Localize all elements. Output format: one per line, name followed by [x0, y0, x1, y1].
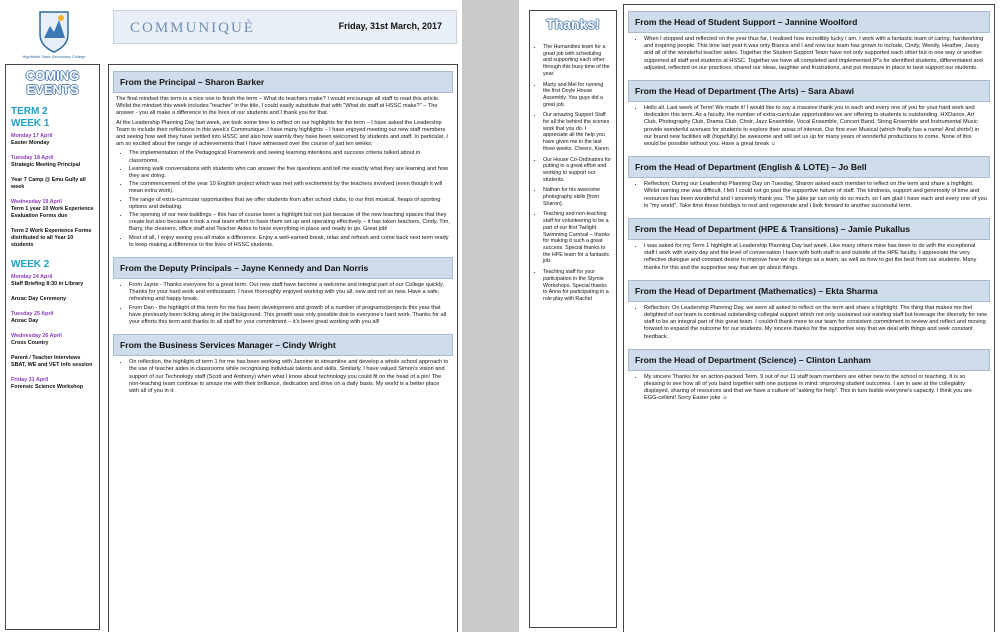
- event-item: [11, 199, 94, 220]
- principal-paragraph: The final mindset this term is a nice one to finish the term – What do teachers make? I would encourage all staff to read this article. Whilst the mindset this week includes "teacher" in the title, I could easily substitute that with "What do staff at HSSC make?" – The answer - you all make a difference to the lives of our students and I thank you for that.: [116, 96, 440, 117]
- business-body: [113, 359, 453, 395]
- principal-paragraph: At the Leadership Planning Day last week, we took some time to reflect on our highlights for the term – I have asked the Leadership Team to include their reflections in this week's Communique. I have many highlights – I have enjoyed meeting our new staff members and seeing how well they have settled into HSSC and also how warmly they have been welcomed by students and staff. In particular, I am so excited about the range of achievements that I have witnessed over the course of just ten weeks:: [116, 119, 448, 148]
- thanks-heading: Thanks!: [546, 16, 600, 32]
- issue-date: Friday, 31st March, 2017: [338, 21, 442, 31]
- main-column-left: [108, 64, 458, 632]
- event-desc: Easter Monday: [11, 140, 50, 146]
- business-heading: From the Business Services Manager – Cindy Wright: [113, 334, 453, 356]
- list-item: • Marty and Mel for running the first Doyle House Assembly. You guys did a great job.: [543, 82, 611, 109]
- main-column-right: [623, 4, 995, 632]
- list-item: • Nathan for his awesome photography skills [from Sharon].: [543, 187, 611, 207]
- event-date: Monday 24 April: [11, 274, 53, 280]
- event-desc: Strategic Meeting Principal: [11, 162, 81, 168]
- school-logo: [34, 8, 74, 54]
- event-date: Monday 17 April: [11, 133, 53, 139]
- english-heading: From the Head of Department (English & LOTE) – Jo Bell: [628, 156, 990, 178]
- list-item: • Most of all, I enjoy seeing you all make a difference. Enjoy a well-earned break, relax and refresh and come back next term ready to keep making a difference to the lives of HSSC students.: [129, 235, 450, 249]
- list-item: • I was asked for my Term 1 highlight at Leadership Planning Day last week. Like many others mine has been to do with the exceptional staff I work with every day and the level of conversation I have with both staff in and outside of the HPE faculty. I appreciate the very reflective dialogue and constant desire to improve how we do things as a team, as well as how to get the best from our students. Many thanks for this and the supportive way that we go about things.: [644, 243, 987, 272]
- newsletter-title: COMMUNIQUÈ: [130, 20, 255, 36]
- list-item: • Learning walk conversations with students who can answer the five questions and tell me exactly what they are learning and how they are doing.: [129, 166, 450, 180]
- event-item: [11, 296, 94, 303]
- event-desc: Parent / Teacher Interviews SBAT, WE and VET info session: [11, 355, 93, 368]
- thanks-sidebar: [529, 10, 617, 628]
- list-item: • The implementation of the Pedagogical Framework and seeing learning intentions and success criteria talked about in classrooms.: [129, 150, 450, 164]
- week-2-label: WEEK 2: [11, 259, 50, 270]
- event-date: Tuesday 18 April: [11, 155, 54, 161]
- term-label: TERM 2: [11, 106, 48, 117]
- school-name: Highfields State Secondary College: [22, 54, 86, 59]
- arts-body: [628, 105, 990, 148]
- hpe-heading: From the Head of Department (HPE & Transitions) – Jamie Pukallus: [628, 218, 990, 240]
- event-item: [11, 377, 94, 391]
- event-desc: Year 7 Camp @ Emu Gully all week: [11, 177, 86, 190]
- hpe-body: [628, 243, 990, 272]
- science-body: [628, 374, 990, 403]
- event-item: [11, 311, 94, 325]
- list-item: • The opening of our new buildings – this has of course been a highlight but not just because of the new teaching spaces that they create but also because it took a real team effort to have them set up and operating effectively – it has taken teachers, Cindy, Tim, Barry, the cleaners, office staff and Teacher Aides to have everything in place and ready to go. Great job!: [129, 212, 450, 234]
- week-1-label: WEEK 1: [11, 118, 50, 129]
- list-item: • From Dan - the highlight of this term for me has been development and growth of a number of programs/projects this year that have previously been ticking along in the background. This growth was only possible due to everyone's hard work. Thanks for all your efforts this term and thanks to all staff for your commitment – it's been great working with you all!: [129, 305, 450, 327]
- event-date: Wednesday 26 April: [11, 333, 62, 339]
- list-item: • The range of extra-curricular opportunities that we offer students from after school clubs, to our first musical, heaps of sporting options and debating.: [129, 197, 450, 211]
- coming-events-sidebar: [5, 64, 100, 630]
- deputy-heading: From the Deputy Principals – Jayne Kennedy and Dan Norris: [113, 257, 453, 279]
- masthead: [113, 10, 457, 44]
- principal-body: [113, 96, 453, 249]
- newsletter-page-right: [519, 0, 1000, 632]
- list-item: • My sincere Thanks for an action-packed Term. 9 out of our 11 staff team members are either new to the school or teaching. It is so pleasing to see how all of you band together with one purpose in mind: improving student outcomes. I am in awe at the collegiality displayed, sharing of resources and that we have a culture of "asking for help". This in turn builds everyone's capacity. I think you are EGG-cellent! Sorry Easter joke ☺: [644, 374, 987, 403]
- science-heading: From the Head of Department (Science) – Clinton Lanham: [628, 349, 990, 371]
- list-item: • Reflection: During our Leadership Planning Day on Tuesday, Sharon asked each member to reflect on the term and share a highlight. Whilst naming one was difficult, I felt I could not go past the supportive nature of staff. The kindness, support and generosity of time and resources has been wonderful and I sincerely thank you. The jubie jar can only do so much, so I am glad I have each and every one of you in "my world". Take time these holidays to rest and regenerate and I look forward to another successful term.: [644, 181, 987, 210]
- event-date: Friday 31 April: [11, 377, 49, 383]
- event-desc: Forensic Science Workshop: [11, 384, 84, 390]
- event-desc: Staff Briefing 8:30 in Library: [11, 281, 84, 287]
- event-desc: Anzac Day Ceremony: [11, 296, 67, 302]
- coming-events-heading: COMING EVENTS: [25, 68, 80, 97]
- list-item: • Teaching and non-teaching staff for volunteering to be a part of our first Twilight Swimming Carnival – thanks for making it such a great success. Special thanks to the HPE team for a fantastic job.: [543, 211, 611, 265]
- student-support-heading: From the Head of Student Support – Jannine Woolford: [628, 11, 990, 33]
- list-item: • When I stopped and reflected on the year thus far, I realised how incredibly lucky I am. I work with a fantastic team of caring, hardworking and inspiring people. This time last year it was only Bianca and I and now our team has grown to include, Cindy, Wendy, Heather, Jacey and all of the wonderful teacher aides. Together the Student Support Team have not only supported each other but in one way or another supported all staff and students at HSSC. Together we have all completed and implemented IP's for identified students, differentiated and adjusted, reflected on our practices, shared our ideas, laughter and frustrations, and put measure in place to best support our students.: [644, 36, 987, 72]
- list-item: • The Humanities team for a great job with scheduling and supporting each other through this busy time of the year.: [543, 44, 611, 78]
- event-item: [11, 177, 94, 191]
- list-item: • Our amazing Support Staff for all the behind the scenes work that you do. I appreciate all the help you have given me in the last three weeks. Cheers, Karen: [543, 112, 611, 152]
- event-item: [11, 228, 94, 249]
- list-item: • From Jayne - Thanks everyone for a great term. Our new staff have become a welcome and integral part of our College quickly. Thanks for your hard work and enthusiasm. I have thoroughly enjoyed working with you all, new and not so new. Have a safe, refreshing and happy break.: [129, 282, 450, 304]
- event-date: Tuesday 25 April: [11, 311, 54, 317]
- deputy-body: [113, 282, 453, 326]
- event-desc: Term 1 year 10 Work Experience Evaluation Forms due: [11, 206, 94, 219]
- student-support-body: [628, 36, 990, 72]
- event-item: [11, 355, 94, 369]
- maths-heading: From the Head of Department (Mathematics) – Ekta Sharma: [628, 280, 990, 302]
- event-date: Wednesday 19 April: [11, 199, 62, 205]
- event-desc: Cross Country: [11, 340, 49, 346]
- event-desc: Anzac Day: [11, 318, 39, 324]
- event-item: [11, 155, 94, 169]
- list-item: • The commencement of the year 10 English project which was met with excitement by the teachers involved (even though it will mean extra work).: [129, 181, 450, 195]
- thanks-list: [543, 44, 611, 303]
- principal-heading: From the Principal – Sharon Barker: [113, 71, 453, 93]
- event-item: [11, 333, 94, 347]
- arts-heading: From the Head of Department (The Arts) – Sara Abawi: [628, 80, 990, 102]
- event-desc: Term 2 Work Experience Forms distributed to all Year 10 students: [11, 228, 92, 248]
- maths-body: [628, 305, 990, 341]
- list-item: • Hello all. Last week of Term! We made it! I would like to say a massive thank you to each and every one of you for your hard work and dedication this term. As a faculty, the number of extra-curricular opportunities we are offering to students is outstanding. HXDance, Art Club, Photography Club, Drama Club, Choir, Jazz Ensemble, Vocal Ensemble, Concert Band, String Ensemble and Instrumental Music provide wonderful avenues for students to explore their areas of interest. Our first ever Musical (which finally has a name! And shirts!) in our brand new facilities will (hopefully) be awesome and will set us up for many years of wonderful productions to come. None of this would be possible without you. Have a great break ☺: [644, 105, 987, 148]
- principal-highlights: [129, 150, 450, 249]
- event-item: [11, 274, 94, 288]
- list-item: • Teaching staff for your participation in the Stymie Workshops. Special thanks to Anna for participating in a role play with Rachel: [543, 269, 611, 303]
- newsletter-page-left: [0, 0, 462, 632]
- english-body: [628, 181, 990, 210]
- list-item: • Our House Co-Ordinators for putting in a great effort and working to support our students.: [543, 157, 611, 184]
- list-item: • Reflection: On Leadership Planning Day, we were all asked to reflect on the term and share a highlight. The thing that makes me feel delighted of our team is continual outstanding collegial support which not only sustained our existing staff but leverage the diversity for new staff to be an integral part of this great team. I couldn't thank more to our team for consistent commitment to review and reflect and moving forward to expand the outcome for our students. My sincere thanks for the supportive way that we deal with things and seek constant feedback.: [644, 305, 987, 341]
- list-item: • On reflection, the highlight of term 1 for me has been working with Jannine to streamline and develop a whole school approach to the use of teacher aides in classrooms while recognising individual talents and skills. Similarly, I have valued Simon's vision and support of our Technology staff (Scott and Anthony) when what I know about technology you could fit on the head of a pin! The non-teaching team continue to amaze me with their brilliance, dedication and drive on a daily basis. My world is a better place with all of you in it.: [129, 359, 450, 395]
- event-item: [11, 133, 94, 147]
